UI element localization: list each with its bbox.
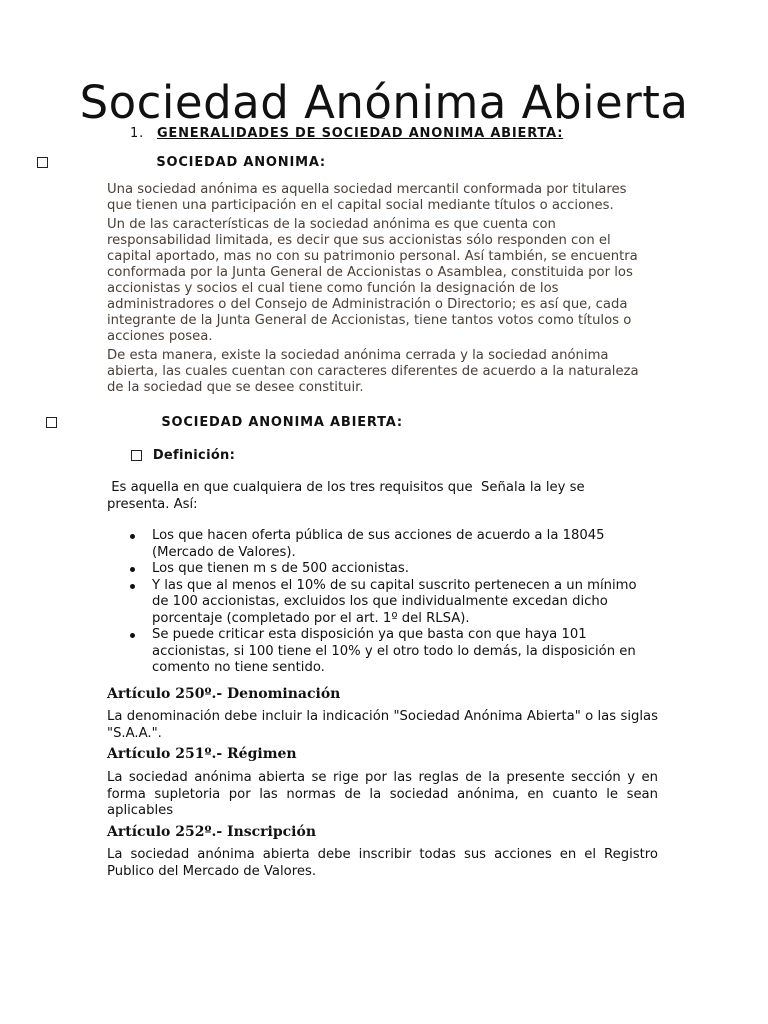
bullet-dot-icon <box>130 567 135 572</box>
sa-paragraph-2: Un de las características de la sociedad anónima es que cuenta con responsabilidad limitada, es decir que sus accionistas sólo responden con el capital aportado, mas no con su patrimonio personal. Así también, se encuentra conformada por la Junta General de Accionistas o Asamblea, constituida por los accionistas y socios el cual tiene como función la designación de los administradores o del Consejo de Administración o Directorio; es así que, cada integrante de la Junta General de Accionistas, tiene tantos votos como títulos o acciones posea. <box>107 217 638 344</box>
section-number: 1. <box>130 126 145 141</box>
text-cursor-mark <box>378 114 385 119</box>
bullet-dot-icon <box>130 534 135 539</box>
article-250-heading: Artículo 250º.- Denominación <box>107 686 341 702</box>
article-250-text: La denominación debe incluir la indicación "Sociedad Anónima Abierta" o las siglas "S.A.A.". <box>107 709 658 741</box>
sa-paragraph-1: Una sociedad anónima es aquella sociedad mercantil conformada por titulares que tienen una participación en el capital social mediante títulos o acciones. <box>107 182 627 213</box>
checkbox-bullet-icon <box>37 157 48 168</box>
definicion-heading-row <box>131 448 235 463</box>
bullet-dot-icon <box>130 633 135 638</box>
article-251-heading: Artículo 251º.- Régimen <box>107 746 297 762</box>
section-heading-text: GENERALIDADES DE SOCIEDAD ANONIMA ABIERTA: <box>156 126 564 141</box>
requirements-list <box>127 528 642 677</box>
definicion-intro: Es aquella en que cualquiera de los tres requisitos que Señala la ley se presenta. Así: <box>107 480 589 512</box>
list-item: Los que hacen oferta pública de sus acciones de acuerdo a la 18045 (Mercado de Valores). <box>127 528 642 561</box>
sa-heading-row <box>37 155 326 170</box>
checkbox-bullet-icon <box>131 450 142 461</box>
saa-heading-row <box>46 415 403 430</box>
article-252-heading: Artículo 252º.- Inscripción <box>107 824 317 840</box>
list-item: Los que tienen m s de 500 accionistas. <box>127 561 642 578</box>
sa-paragraph-3: De esta manera, existe la sociedad anónima cerrada y la sociedad anónima abierta, las cuales cuentan con caracteres diferentes de acuerdo a la naturaleza de la sociedad que se desee constituir. <box>107 348 639 395</box>
article-252-text: La sociedad anónima abierta debe inscribir todas sus acciones en el Registro Publico del Mercado de Valores. <box>107 847 658 879</box>
document-title: Sociedad Anónima Abierta <box>79 76 689 129</box>
checkbox-bullet-icon <box>46 417 57 428</box>
list-item: Y las que al menos el 10% de su capital suscrito pertenecen a un mínimo de 100 accionistas, excluidos los que individualmente excedan dicho porcentaje (completado por el art. 1º del RLSA). <box>127 578 642 628</box>
article-251-text: La sociedad anónima abierta se rige por las reglas de la presente sección y en forma supletoria por las normas de la sociedad anónima, en cuanto le sean aplicables <box>107 770 658 818</box>
list-item: Se puede criticar esta disposición ya que basta con que haya 101 accionistas, si 100 tiene el 10% y el otro todo lo demás, la disposición en comento no tiene sentido. <box>127 627 642 677</box>
section-heading-generalidades <box>130 126 563 141</box>
saa-heading: SOCIEDAD ANONIMA ABIERTA: <box>161 415 403 430</box>
sa-heading: SOCIEDAD ANONIMA: <box>156 155 326 170</box>
bullet-dot-icon <box>130 584 135 589</box>
definicion-heading: Definición: <box>152 448 236 463</box>
